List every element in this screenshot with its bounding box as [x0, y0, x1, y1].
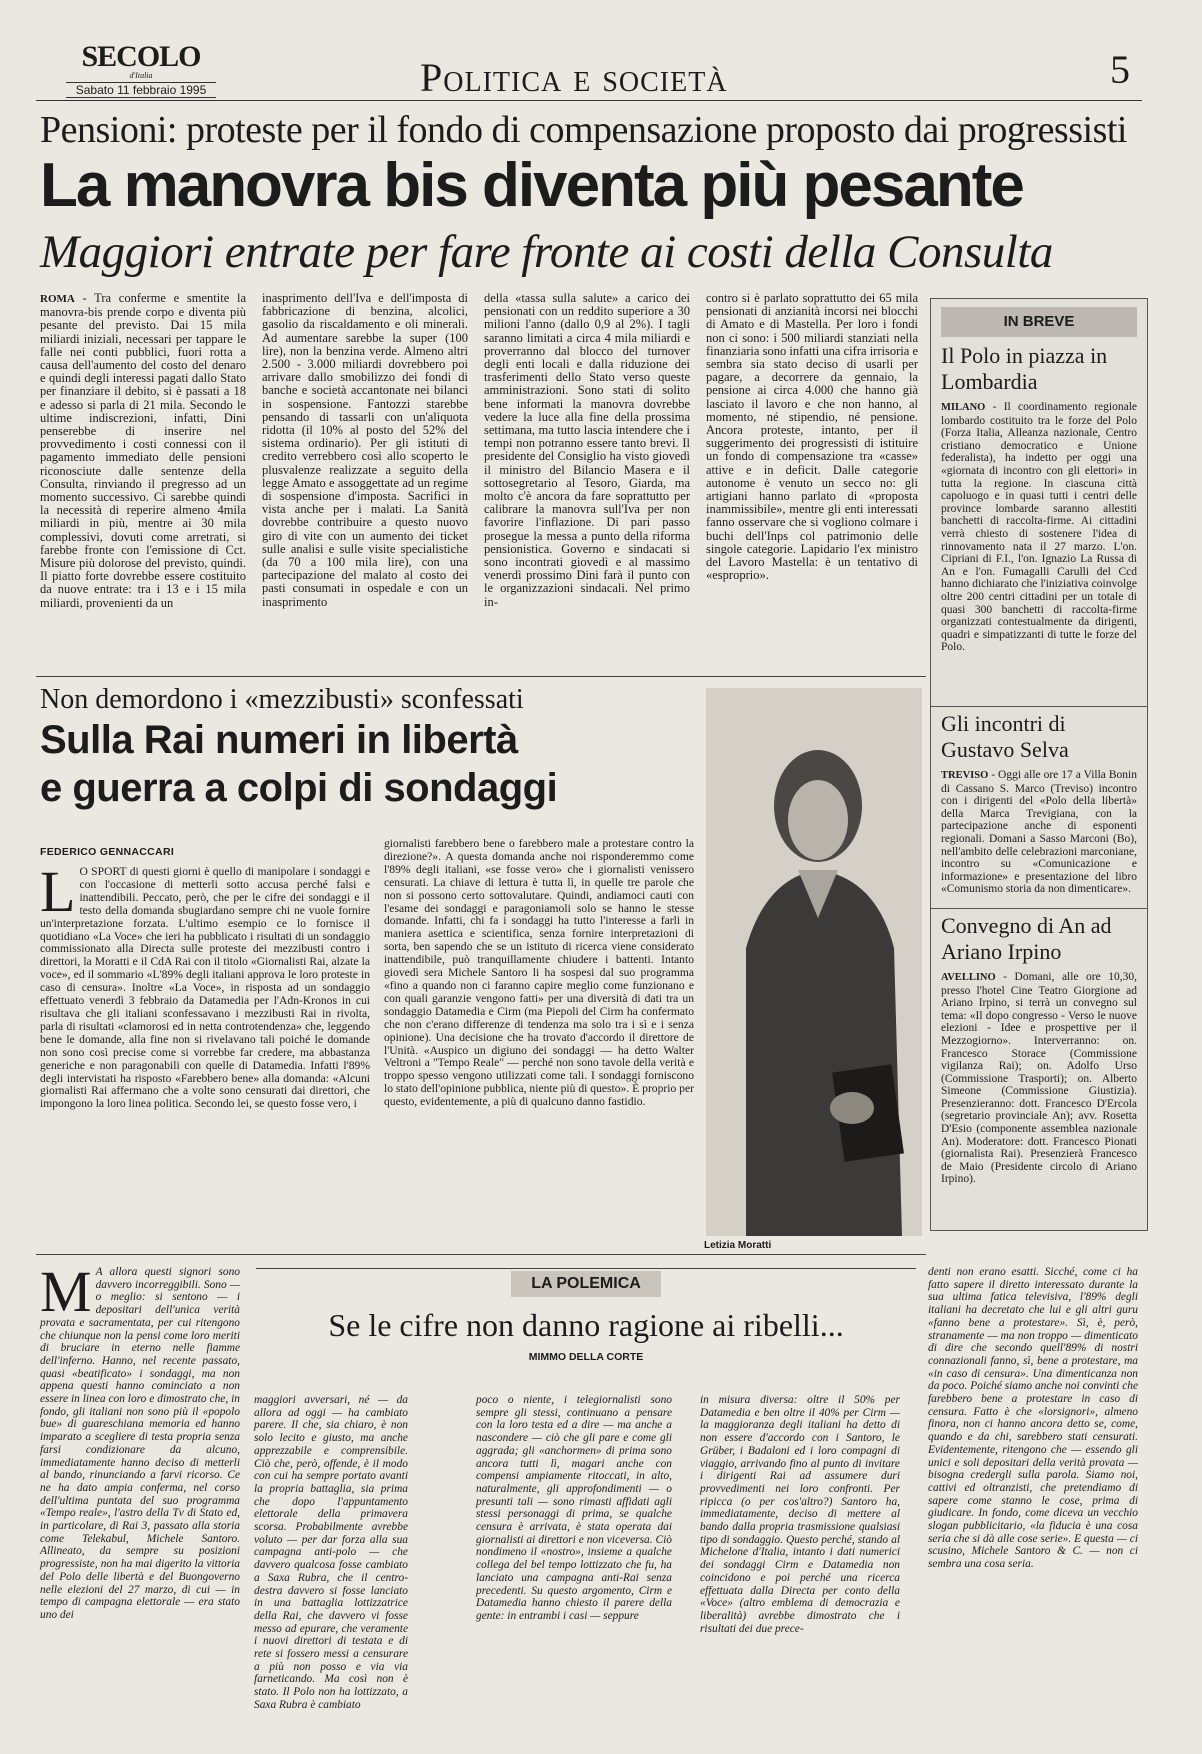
- polemica-label: LA POLEMICA: [511, 1271, 661, 1297]
- polemica-column-5: denti non erano esatti. Sicché, come ci ha fatto sapere il diretto interessato durante la sua ultima fatica televisiva, l'89% degli italiani ha decretato che lui e gli altri guru «fanno bene a protestare». Sì, è, però, stranamente — ma non troppo — dimenticato di dire che secondo quell'89% di nostri connazionali fanno, sì, bene a protestare, ma «in caso di censura». Una dimenticanza non da poco. Poiché siamo anche noi convinti che farebbero bene a protestare in caso di censura. Fatto è che «lorsignori», almeno finora, non ci hanno ancora detto se, come, quando e da chi, sarebbero stati censurati. Evidentemente, ritengono che — essendo gli unici e soli depositari della verità provata — bisogna credergli sulla parola. Siamo noi, cattivi ed oltranzisti, che pretendiamo di sapere come stanno le cose, prima di giudicare. In fondo, come diceva un vecchio slogan pubblicitario, «la fiducia è una cosa seria che si dà alle cose serie». E questa — ci scusino, Michele Santoro & C. — non ci sembra una cosa seria.: [928, 1266, 1138, 1571]
- brief-1-title: Il Polo in piazza in Lombardia: [941, 343, 1108, 394]
- header-rule: [36, 100, 1142, 101]
- polemica-header: [256, 1268, 916, 1369]
- logo-sub: d'Italia: [129, 71, 153, 80]
- brief-3-dateline: AVELLINO: [941, 971, 996, 983]
- lead-subhead: Maggiori entrate per fare fronte ai costi della Consulta: [40, 226, 1053, 278]
- polemica-column-4: in misura diversa: oltre il 50% per Datamedia e ben oltre il 40% per Cirm — la maggioranza degli italiani ha detto di non essere d'accordo con i Santoro, le Grüber, i Badaloni ed i loro compagni di viaggio, arrivando fino al punto di invitare i dirigenti Rai ad assumere duri provvedimenti nei loro confronti. Per ripicca (o per cos'altro?) Santoro ha, immediatamente, deciso di mettere al bando dalla propria trasmissione qualsiasi tipo di sondaggio. Questo perché, stando al Michelone d'Italia, intanto i dati numerici dei sondaggi Cirm e Datamedia non coincidono e poi perché una ricerca effettuata dalla Directa per conto della «Voce» (altro emblema di democrazia e liberalità) avrebbe dimostrato che i risultati dei due prece-: [700, 1394, 900, 1635]
- lead-headline: La manovra bis diventa più pesante: [40, 151, 1023, 220]
- rai-headline: [40, 716, 557, 812]
- polemica-label-wrap: [256, 1271, 916, 1297]
- brief-2-title: Gli incontri di Gustavo Selva: [941, 711, 1069, 762]
- lead-column-2: inasprimento dell'Iva e dell'imposta di fabbricazione di benzina, alcolici, gasolio da riscaldamento e oli minerali. Ad aumentare sarebbe la super (100 lire), non la benzina verde. Almeno altri 2.500 - 3.000 miliardi dovrebbero poi arrivare dallo smobilizzo dei fondi di banche e società accantonate nei bilanci in sospensione. Fantozzi starebbe pensando di tassarli con un'aliquota ridotta (il 10% al posto del 52% del sistema ordinario). Per gli istituti di credito verrebbero così allo scoperto le plusvalenze realizzate a seguito della legge Amato e assoggettate ad un regime di sospensione d'imposta. Sacrifici in vista anche per i malati. La Sanità dovrebbe contribuire a questo nuovo giro di vite con un aumento dei ticket sulle analisi e sulle visite specialistiche (da 70 a 100 mila lire), con una partecipazione del malato al costo dei pasti consumati in ospedale e con un inasprimento: [262, 291, 468, 609]
- brief-1-body: - Il coordinamento regionale lombardo costituito tra le forze del Polo (Forza Italia, Alleanza nazionale, Centro cristiano democratico e Unione federalista), ha indetto per oggi una «giornata di incontro con gli elettori» in tutta la regione. In ciascuna città capoluogo e in quasi tutti i centri delle province lombarde saranno allestiti banchetti di raccolta-firme. Ai cittadini verrà chiesto di sostenere l'idea di rinnovamento nata il 27 marzo. L'on. Cipriani di F.I., l'on. Ignazio La Russa di An e l'on. Fumagalli Carulli del Ccd hanno dichiarato che l'iniziativa coinvolge oltre 200 centri cittadini per un totale di quasi 300 banchetti di raccolta-firme organizzati contestualmente da dirigenti, quadri e simpatizzanti di tutte le forze del Polo.: [941, 401, 1137, 654]
- in-breve-label: IN BREVE: [941, 307, 1137, 337]
- rai-column-2: giornalisti farebbero bene o farebbero male a protestare contro la direzione?». A questa domanda anche noi risponderemmo come l'89% degli italiani, «se fosse vero» che i giornalisti venissero censurati. La chiave di lettura è tutta lì, in quelle tre parole che non si possono certo sottovalutare. Quindi, andiamoci cauti con l'esame dei sondaggi e paragoniamoli solo se hanno le stesse domande. Infatti, chi fa i sondaggi ha tutto l'interesse a farli in maniera asettica e scientifica, senza fornire interpretazioni di sorta, ben sapendo che se un istituto di ricerca viene considerato inattendibile, può tranquillamente chiudere i battenti. Intanto giovedì sera Michele Santoro li ha sospesi dal suo programma «fino a quando non ci faranno capire meglio come funzionano e con quali garanzie vengono fatti» per una diversità di dati tra un sondaggio Datamedia e Cirm (ma Piepoli del Cirm ha confermato che non c'erano differenze di tendenza ma solo tra i sì e i senza opinione). Una decisione che ha trovato d'accordo il direttore de l'Unità. «Auspico un digiuno dei sondaggi — ha detto Walter Veltroni a "Tempo Reale" — perché non sono tavole della verità e troppo spesso vengono utilizzati come tali. I sondaggi forniscono lo stato dell'opinione pubblica, niente più di questo». È proprio per questo, evidentemente, a più di qualcuno danno fastidio.: [384, 837, 694, 1109]
- polemica-column-2: maggiori avversari, né — da allora ad oggi — ha cambiato parere. Il che, sia chiaro, è non solo lecito e giusto, ma anche apprezzabile e comprensibile. Ciò che, però, offende, è il modo con cui ha sempre portato avanti la propria battaglia, sia prima che dopo l'appuntamento elettorale della primavera scorsa. Probabilmente avrebbe voluto — per dar forza alla sua campagna anti-polo — che davvero qualcosa fosse cambiato a Saxa Rubra, che il centro-destra davvero si fosse lanciato in una battaglia lottizzatrice della Rai, che davvero vi fosse messo ad epurare, che veramente i nuovi direttori di testata e di rete si fossero messi a censurare a più non posso e via via farneticando. Ma così non è stato. Il Polo non ha lottizzato, a Saxa Rubra è cambiato: [254, 1394, 408, 1711]
- lead-column-4: contro si è parlato soprattutto dei 65 mila pensionati di anzianità incorsi nei blocchi di Amato e di Mastella. Per loro i fondi non ci sono: i 500 miliardi stanziati nella finanziaria sono infatti una cifra irrisoria e sembra sia stato deciso di usarli per pagare, a decorrere da gennaio, la pensione ai circa 4.000 che hanno già lasciato il lavoro e che non hanno, al momento, né stipendio, né pensione. Ancora proteste, intanto, per il suggerimento dei progressisti di istituire un fondo di compensazione tra «casse» attive e in deficit. Dalle categorie autonome è venuto un secco no: gli artigiani hanno parlato di «proposta inammissibile», mentre gli enti interessati fanno osservare che si vogliono colmare i buchi dell'Inps col patrimonio delle singole categorie. Lapidario l'ex ministro del Lavoro Mastella: è un tentativo di «esproprio».: [706, 291, 918, 583]
- page-number: 5: [1110, 47, 1130, 92]
- brief-1-dateline: MILANO: [941, 402, 986, 413]
- polemica-byline: MIMMO DELLA CORTE: [528, 1351, 644, 1363]
- photo-letizia-moratti: [706, 688, 922, 1236]
- in-breve-box-continued: [930, 700, 1148, 1231]
- issue-date: Sabato 11 febbraio 1995: [66, 82, 216, 98]
- rai-dropcap: L: [40, 859, 76, 924]
- lead-kicker: Pensioni: proteste per il fondo di compensazione proposto dai progressisti: [40, 109, 1127, 151]
- polemica-column-1-text: A allora questi signori sono davvero incorreggibili. Sono — o meglio: si sentono — i depositari dell'unica verità provata e sacramentata, per cui ritengono che chiunque non la pensi come loro meriti di bruciare in eterno nelle fiamme dell'inferno. Hanno, nel recente passato, quasi «beatificato» i sondaggi, ma non appena questi hanno cominciato a non essere in linea con loro e dimostrato che, in fondo, gli italiani non sono più il «popolo bue» di guareschiana memoria ed hanno imparato a scegliere di testa propria senza farsi condizionare da alcuno, immediatamente hanno deciso di metterli al bando, rinunciando a farvi ricorso. Ce ne ha dato ampia conferma, nel corso dell'ultima puntata del suo programma «Tempo reale», l'astro della Tv di Stato ed, in particolare, di Rai 3, passato alla storia come Telekabul, Michele Santoro. Allineato, da sempre su posizioni progressiste, non ha mai digerito la vittoria del Polo delle libertà e del Buongoverno nelle elezioni del 27 marzo, di cui — in tempo di campagna elettorale — era stato uno dei: [40, 1266, 240, 1621]
- portrait-illustration: [706, 688, 922, 1236]
- rai-kicker: Non demordono i «mezzibusti» sconfessati: [40, 684, 524, 715]
- rai-column-1-text: O SPORT di questi giorni è quello di manipolare i sondaggi e con l'occasione di metterli sotto accusa perché falsi e inattendibili. Peccato, però, che per le cifre dei sondaggi e il testo della domanda sbugiardano sempre chi ne vuole fornire un'interpretazione forzata. L'ultimo esempio ce lo fornisce il quotidiano «La Voce» che ieri ha pubblicato i risultati di un sondaggio commissionato alla Directa sulle proteste dei mezzibusti contro i direttori, la Moratti e il CdA Rai con il titolo «Giornalisti Rai, alzate la voce», ed il sommario «L'89% degli italiani approva le loro proteste in caso di censura». Inoltre «La Voce», in risposta ad un sondaggio effettuato venerdì 3 febbraio da Datamedia per l'Adn-Kronos in cui risultava che gli italiani sconfessavano i mezzibusti Rai in rivolta, parla di risultati «clamorosi ed in netta controtendenza» che, leggendo bene le domande, alla fine non si rivelavano tali poiché le domande non sono così precise come si vorrebbe far credere, ma abbastanza generiche e non paragonabili con quelle di Datamedia. Infatti l'89% degli intervistati ha risposto «Farebbero bene» alla domanda: «Alcuni giornalisti Rai affermano che a volte sono censurati dai direttori, che impongono la loro linea politica. Secondo lei, se questo fosse vero, i: [40, 865, 370, 1111]
- lead-column-1: [40, 292, 246, 610]
- rai-headline-line-1: Sulla Rai numeri in libertà: [40, 718, 518, 762]
- in-breve-box: [930, 298, 1148, 702]
- logo-name: SECOLO: [81, 40, 201, 73]
- brief-1-text: [941, 401, 1137, 654]
- brief-2-text: [941, 769, 1137, 896]
- polemica-column-3: poco o niente, i telegiornalisti sono sempre gli stessi, continuano a pensare con la loro testa ed a dire — ma anche a nascondere — ciò che gli pare e come gli aggrada; gli «anchormen» di prima sono ancora tutti lì, magari anche con compensi ampiamente ritoccati, in alto, naturalmente, gli approfondimenti — o presunti tali — sono rimasti affidati agli stessi personaggi di prima, se qualche censura è arrivata, è stata operata dai giornalisti ai direttori e non viceversa. Ciò nondimeno il «nostro», insieme a qualche collega del bel tempo lottizzato che fu, ha lanciato una campagna anti-Rai senza precedenti. Su questo argomento, Cirm e Datamedia hanno chiesto il parere della gente: in entrambi i casi — seppure: [476, 1394, 672, 1622]
- brief-2-dateline: TREVISO: [941, 770, 989, 781]
- brief-3-text: [941, 971, 1137, 1186]
- polemica-dropcap: M: [40, 1259, 92, 1324]
- section-divider-2: [36, 1254, 926, 1255]
- polemica-column-1: [40, 1259, 240, 1622]
- brief-3-body: - Domani, alle ore 10,30, presso l'hotel Cine Teatro Giorgione ad Ariano Irpino, si terrà un convegno sul tema: «Il dopo congresso - Verso le nuove elezioni - Idee e prospettive per il Mezzogiorno». Interverranno: on. Francesco Storace (Commissione vigilanza Rai); on. Adolfo Urso (Commissione Trasporti); on. Alberto Simeone (Commissione Giustizia). Presenzieranno: dott. Francesco D'Ercola (segretario provinciale An); avv. Rosetta D'Esio (componente assemblea nazionale An). Moderatore: dott. Francesco Pionati (giornalista Rai). Presenzierà Francesco de Maio (Presidente circolo di Ariano Irpino).: [941, 970, 1137, 1186]
- lead-column-1-text: - Tra conferme e smentite la manovra-bis prende corpo e diventa più pesante del previsto. Dai 15 mila miliardi iniziali, necessari per tappare le falle nei conti pubblici, fuori rotta a causa dell'aumento del costo del denaro e quindi degli interessi pagati dallo Stato per finanziare il debito, si è passati a 18 e adesso si parla di 21 mila. Secondo le ultime indiscrezioni, infatti, Dini penserebbe di inserire nel provvedimento i costi connessi con il pagamento immediato delle pensioni riconosciute dalle sentenze della Consulta, rinviando il pregresso ad un momento successivo. Ci sarebbe quindi la necessità di reperire almeno 4mila miliardi in più, mentre ai 30 mila complessivi, dovuti come arretrati, si farebbe fronte con l'emissione di Cct. Misure più dolorose del previsto, quindi. Il piatto forte dovrebbe essere costituito da nuove entrate: tra i 13 e i 15 mila miliardi, provenienti da un: [40, 291, 246, 610]
- masthead-logo: [66, 42, 216, 98]
- brief-3-title: Convegno di An ad Ariano Irpino: [941, 912, 1112, 964]
- rai-byline: FEDERICO GENNACCARI: [40, 846, 175, 858]
- section-divider-1: [36, 676, 926, 677]
- lead-column-3: della «tassa sulla salute» a carico dei pensionati con un reddito superiore a 30 milioni l'anno (dallo 0,9 al 2%). I tagli saranno limitati a circa 4 mila miliardi e proverranno dal blocco del turnover degli enti locali e dalla riduzione dei trasferimenti dello Stato verso queste amministrazioni. Sono stati di solito bene informati la manovra dovrebbe vedere la luce alla fine della prossima settimana, ma tutto lascia intendere che i tempi non potranno essere tanto brevi. Il presidente del Consiglio ha visto giovedì il ministro del Bilancio Masera e il sottosegretario al Tesoro, Giarda, ma molto c'è ancora da fare soprattutto per calibrare la manovra sull'Iva per non favorire l'inflazione. Di pari passo prosegue la messa a punto della riforma pensionistica. Governo e sindacati si sono incontrati giovedì e al massimo venerdì prossimo Dini farà il punto con le organizzazioni sindacali. Nel primo in-: [484, 291, 690, 609]
- rai-headline-line-2: e guerra a colpi di sondaggi: [40, 766, 558, 810]
- lead-dateline: ROMA: [40, 293, 75, 305]
- brief-2-body: - Oggi alle ore 17 a Villa Bonin di Cassano S. Marco (Treviso) incontro con i dirigenti del «Polo della libertà» della Marca Trevigiana, con la partecipazione anche di esponenti regionali. Domani a Sasso Marconi (Bo), nell'ambito delle celebrazioni marconiane, incontro su «Comunicazione e informazione» e presentazione del libro «Comunismo storia da non dimenticare».: [941, 769, 1137, 896]
- polemica-headline: Se le cifre non danno ragione ai ribelli...: [328, 1307, 844, 1343]
- section-title: Politica e società: [420, 55, 728, 100]
- rai-column-1: [40, 859, 370, 1111]
- photo-caption: Letizia Moratti: [704, 1240, 772, 1251]
